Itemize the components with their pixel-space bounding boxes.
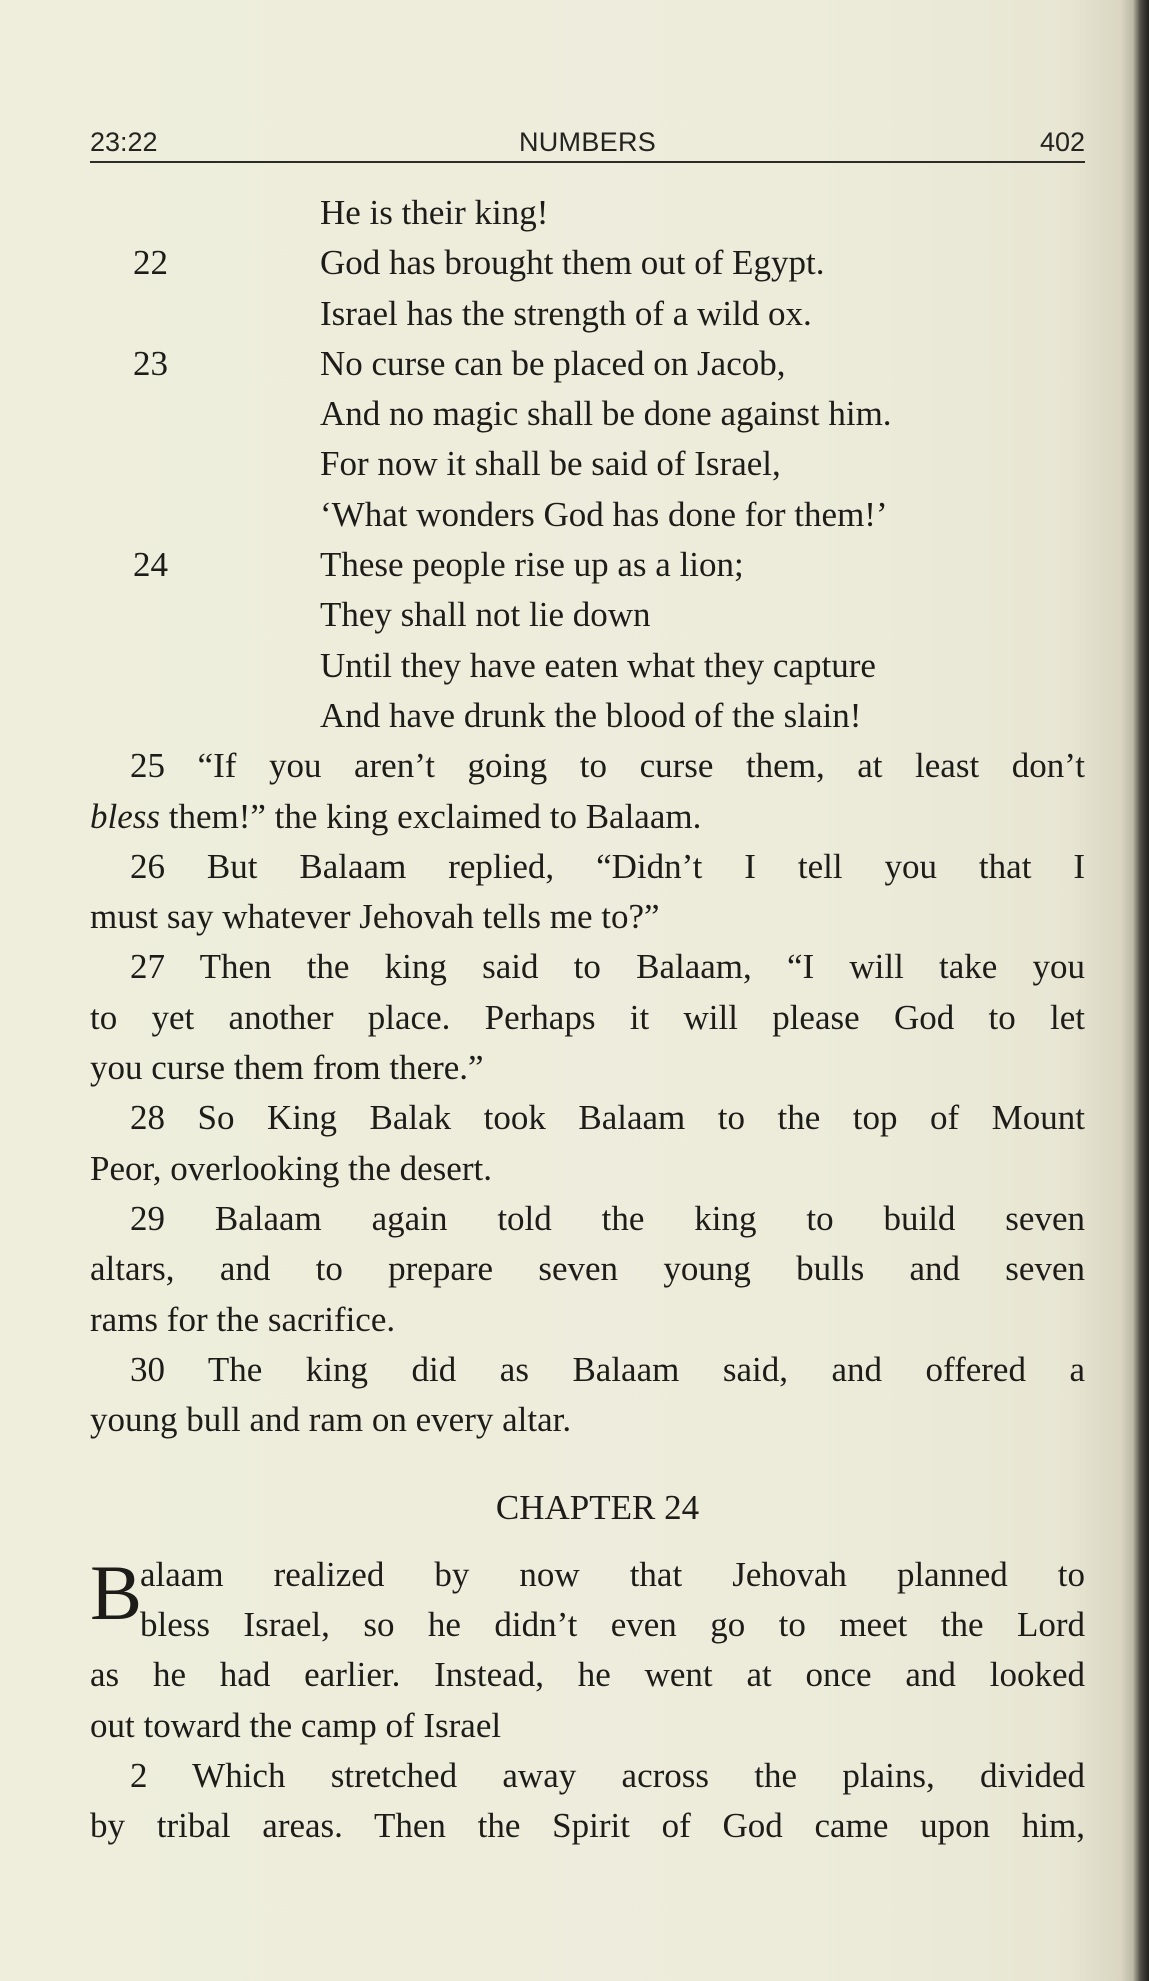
poem-line: [90, 641, 1085, 691]
prose-line: young bull and ram on every altar.: [90, 1400, 572, 1440]
prose-line: to yet another place. Perhaps it will please God to let: [90, 997, 1085, 1037]
poem-line-text: And no magic shall be done against him.: [320, 394, 892, 434]
prose-line: 27 Then the king said to Balaam, “I will take you: [130, 947, 1085, 987]
italic-word: bless: [90, 796, 160, 836]
chapter-heading: CHAPTER 24: [495, 1488, 700, 1528]
verse-number: 22: [133, 243, 168, 283]
poem-line-text: ‘What wonders God has done for them!’: [320, 494, 888, 534]
poem-line-text: These people rise up as a lion;: [320, 545, 744, 585]
poem-line: [90, 590, 1085, 640]
poem-line-text: Until they have eaten what they capture: [320, 645, 876, 685]
prose-line: by tribal areas. Then the Spirit of God came upon him,: [90, 1806, 1085, 1846]
prose-line: 25 “If you aren’t going to curse them, at least don’t: [130, 746, 1085, 786]
verse-number: 23: [133, 343, 168, 383]
prose-line: you curse them from there.”: [90, 1048, 484, 1088]
drop-cap-letter: B: [90, 1548, 143, 1636]
prose-line: 28 So King Balak took Balaam to the top of Mount: [130, 1098, 1085, 1138]
poem-line: [90, 540, 1085, 590]
poem-line-text: They shall not lie down: [320, 595, 651, 635]
poem-line-text: He is their king!: [320, 193, 549, 232]
header-page-number: 402: [1039, 127, 1085, 157]
prose-line: [90, 792, 1085, 842]
poem-line: [90, 691, 1085, 741]
poem-line-text: And have drunk the blood of the slain!: [320, 695, 862, 735]
poem-line: [90, 289, 1085, 339]
poem-line-text: God has brought them out of Egypt.: [320, 243, 825, 283]
running-head: [90, 122, 1085, 162]
prose-line: out toward the camp of Israel: [90, 1705, 502, 1745]
header-book-title: NUMBERS: [518, 127, 657, 157]
poem-line-text: For now it shall be said of Israel,: [320, 444, 781, 484]
poem-line: [90, 389, 1085, 439]
prose-line: altars, and to prepare seven young bulls and seven: [90, 1249, 1085, 1289]
prose-line: 30 The king did as Balaam said, and offered a: [130, 1349, 1085, 1389]
prose-line: must say whatever Jehovah tells me to?”: [90, 897, 660, 937]
prose-line: Peor, overlooking the desert.: [90, 1148, 492, 1188]
poem-line: [90, 490, 1085, 540]
verse-number: 24: [133, 545, 168, 585]
chapter-opening-paragraph: [90, 1550, 1085, 1751]
poem-line: [90, 439, 1085, 489]
prose-line: 29 Balaam again told the king to build seven: [130, 1198, 1085, 1238]
header-verse-reference: 23:22: [90, 127, 158, 157]
poem-line: [90, 339, 1085, 389]
prose-line: rams for the sacrifice.: [90, 1299, 396, 1339]
prose-line: 2 Which stretched away across the plains, divided: [130, 1755, 1085, 1795]
poem-line: [90, 238, 1085, 288]
poem-line: [90, 188, 1085, 238]
poem-line-text: No curse can be placed on Jacob,: [320, 343, 786, 383]
prose-line: 26 But Balaam replied, “Didn’t I tell you that I: [130, 846, 1085, 886]
header-rule: [90, 161, 1085, 163]
prose-line: bless Israel, so he didn’t even go to meet the Lord: [140, 1605, 1085, 1645]
poem-line-text: Israel has the strength of a wild ox.: [320, 293, 812, 333]
page-gutter-shadow: [1133, 0, 1149, 1981]
prose-line: as he had earlier. Instead, he went at once and looked: [90, 1655, 1085, 1695]
prose-line-text: them!” the king exclaimed to Balaam.: [160, 796, 702, 836]
page-body: [90, 188, 1085, 1852]
prose-line: alaam realized by now that Jehovah planned to: [140, 1554, 1085, 1594]
